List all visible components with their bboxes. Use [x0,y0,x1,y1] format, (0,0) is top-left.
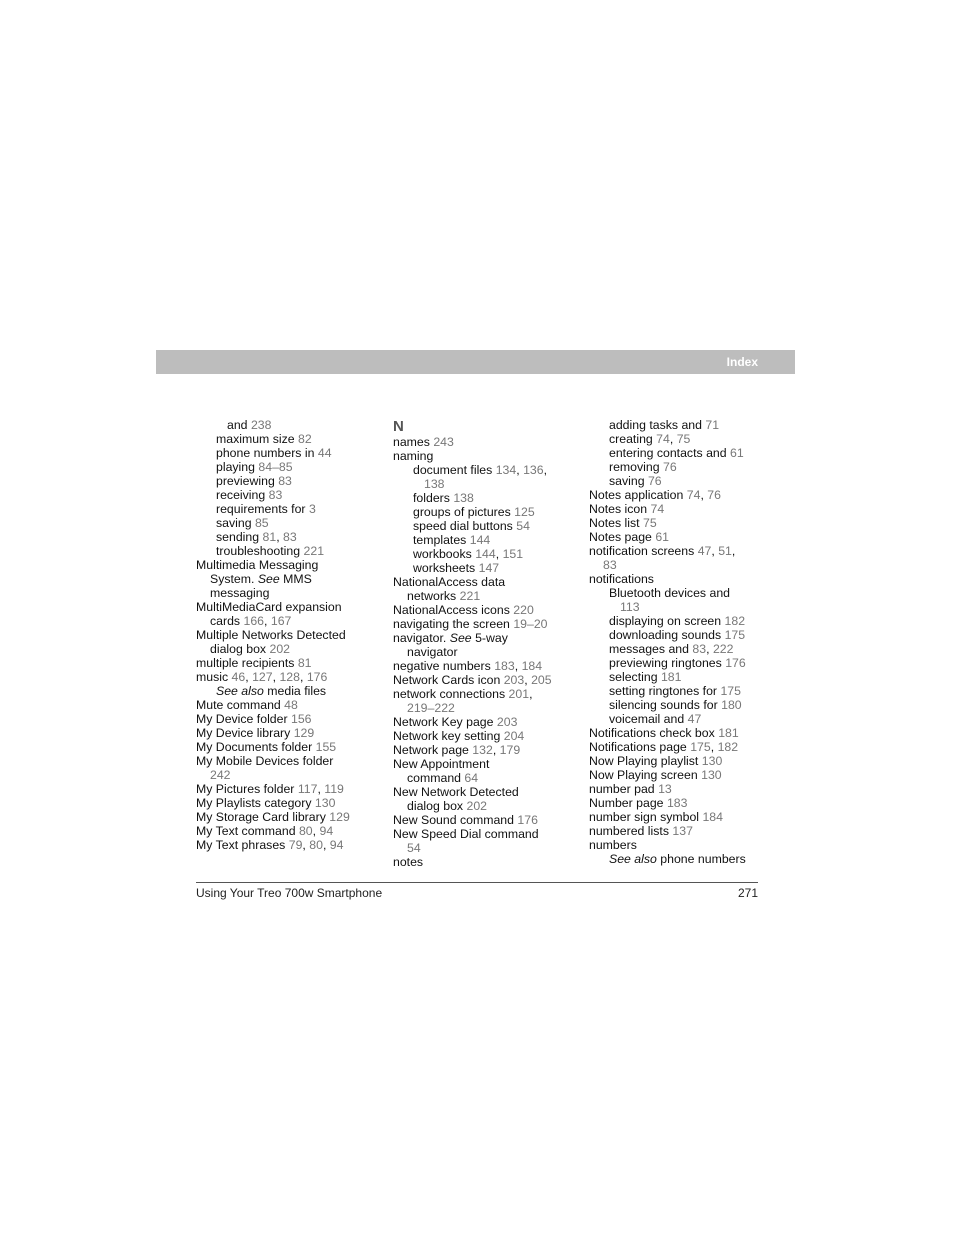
page-ref[interactable]: 181 [660,670,682,684]
page-ref[interactable]: 180 [721,698,742,712]
index-entry: number pad 13 [589,782,672,796]
index-entry: Network page 132, 179 [393,743,521,757]
index-entry: receiving 83 [216,488,283,502]
page-ref[interactable]: 205 [531,673,552,687]
index-entry-continuation [393,841,583,855]
page-ref[interactable]: 204 [503,729,525,743]
page-ref[interactable]: 129 [329,810,350,824]
page-ref[interactable]: 71 [705,418,720,432]
index-entry: My Device folder 156 [196,712,312,726]
index-entry: Network Key page 203 [393,715,518,729]
page-ref[interactable]: 74 [650,502,665,516]
page-ref[interactable]: 138 [424,477,445,491]
index-entry: My Documents folder 155 [196,740,337,754]
index-entry: My Text phrases 79, 80, 94 [196,838,344,852]
page-ref[interactable]: 76 [707,488,721,502]
index-entry-continuation [589,558,779,572]
index-entry-continuation: cards 166, 167 [210,614,292,628]
index-entry: troubleshooting 221 [216,544,325,558]
index-entry: music 46, 127, 128, 176 [196,670,328,684]
page-ref[interactable]: 83 [603,558,617,572]
index-entry: notifications [589,572,654,586]
page-ref[interactable]: 243 [433,435,454,449]
page-ref[interactable]: 44 [317,446,332,460]
index-entry: Now Playing screen 130 [589,768,722,782]
running-header-title: Index [726,355,758,369]
page-ref[interactable]: 132 [472,743,493,757]
index-entry: downloading sounds 175 [609,628,746,642]
index-entry: Notes page 61 [589,530,670,544]
index-column-3 [589,418,779,866]
page-ref[interactable]: 117 [297,782,318,796]
index-entry: and 238 [227,418,272,432]
index-entry: Multiple Networks Detected [196,628,346,642]
page-ref[interactable]: 201 [508,687,530,701]
index-entry: Notes icon 74 [589,502,665,516]
index-entry: My Text command 80, 94 [196,824,334,838]
page-ref[interactable]: 19–20 [513,617,548,631]
index-entry-continuation: navigator [407,645,458,659]
page-ref[interactable]: 74 [656,432,670,446]
index-entry: number sign symbol 184 [589,810,723,824]
page-ref[interactable]: 182 [717,740,739,754]
index-entry: My Storage Card library 129 [196,810,350,824]
page-ref[interactable]: 176 [306,670,328,684]
index-entry: See also media files [216,684,327,698]
index-entry: My Mobile Devices folder [196,754,334,768]
page-ref[interactable]: 84–85 [258,460,293,474]
index-entry: New Network Detected [393,785,519,799]
page-ref[interactable]: 46 [231,670,246,684]
index-entry: New Appointment [393,757,490,771]
index-entry-continuation: command 64 [407,771,479,785]
index-entry: navigator. See 5-way [393,631,508,645]
index-entry: Number page 183 [589,796,688,810]
page-ref[interactable]: 184 [521,659,543,673]
page-ref[interactable]: 54 [516,519,530,533]
page-ref[interactable]: 202 [466,799,488,813]
footer-book-title: Using Your Treo 700w Smartphone [196,886,383,900]
page-ref[interactable]: 94 [319,824,334,838]
page-ref[interactable]: 51 [718,544,732,558]
index-entry: My Pictures folder 117, 119 [196,782,344,796]
page-ref[interactable]: 3 [308,502,316,516]
page-ref[interactable]: 144 [469,533,491,547]
index-entry: My Playlists category 130 [196,796,336,810]
index-entry: maximum size 82 [216,432,312,446]
index-entry: NationalAccess icons 220 [393,603,534,617]
index-entry: MultiMediaCard expansion [196,600,342,614]
footer-rule [196,882,758,883]
index-entry: Now Playing playlist 130 [589,754,723,768]
index-column-2 [393,418,583,869]
index-entry: Notes application 74, 76 [589,488,721,502]
page-ref[interactable]: 221 [303,544,325,558]
page-ref[interactable]: 181 [718,726,739,740]
index-entry: Network Cards icon 203, 205 [393,673,552,687]
page-ref[interactable]: 130 [701,754,723,768]
index-entry: voicemail and 47 [609,712,702,726]
page-ref[interactable]: 64 [464,771,479,785]
page-ref[interactable]: 151 [502,547,524,561]
index-entry: Notes list 75 [589,516,657,530]
index-entry: templates 144 [413,533,491,547]
index-entry: saving 85 [216,516,269,530]
index-entry: network connections 201, [393,687,533,701]
index-entry: numbered lists 137 [589,824,693,838]
page-ref[interactable]: 166 [243,614,265,628]
index-entry: silencing sounds for 180 [609,698,742,712]
page-ref[interactable]: 182 [724,614,746,628]
page-ref[interactable]: 83 [268,488,283,502]
section-letter-heading: N [393,418,404,435]
page-ref[interactable]: 203 [496,715,518,729]
index-entry: folders 138 [413,491,474,505]
page-ref[interactable]: 75 [676,432,691,446]
page-ref[interactable]: 83 [283,530,297,544]
page-ref[interactable]: 113 [620,600,640,614]
page-ref[interactable]: 184 [702,810,723,824]
index-entry: notes [393,855,424,869]
page-ref[interactable]: 179 [499,743,521,757]
index-entry: workbooks 144, 151 [413,547,524,561]
page-ref[interactable]: 61 [655,530,670,544]
page-ref[interactable]: 75 [643,516,657,530]
index-entry: Bluetooth devices and [609,586,731,600]
page-ref[interactable]: 137 [672,824,693,838]
index-entry: Notifications check box 181 [589,726,739,740]
index-entry: notification screens 47, 51, [589,544,736,558]
page-ref[interactable]: 80 [309,838,323,852]
index-entry: previewing 83 [216,474,292,488]
page-ref[interactable]: 54 [407,841,421,855]
index-entry: creating 74, 75 [609,432,691,446]
page-ref[interactable]: 81 [262,530,277,544]
page-ref[interactable]: 76 [647,474,662,488]
page-ref[interactable]: 48 [284,698,298,712]
index-entry-continuation [393,701,583,715]
index-entry: numbers [589,838,637,852]
index-entry: playing 84–85 [216,460,293,474]
index-entry: displaying on screen 182 [609,614,746,628]
page-ref[interactable]: 202 [269,642,291,656]
page-ref[interactable]: 175 [720,684,741,698]
page-ref[interactable]: 222 [712,642,734,656]
index-entry: adding tasks and 71 [609,418,720,432]
index-entry: Network key setting 204 [393,729,525,743]
page-ref[interactable]: 155 [315,740,337,754]
page-ref[interactable]: 176 [725,656,746,670]
index-entry: messages and 83, 222 [609,642,734,656]
page-ref[interactable]: 74 [686,488,701,502]
index-entry: Notifications page 175, 182 [589,740,739,754]
page-ref[interactable]: 47 [687,712,702,726]
page-ref[interactable]: 183 [666,796,688,810]
page-ref[interactable]: 80 [298,824,313,838]
index-entry-continuation [196,768,386,782]
index-entry: requirements for 3 [216,502,316,516]
page-ref[interactable]: 221 [459,589,481,603]
index-entry: See also phone numbers [609,852,746,866]
running-header-bar [156,350,795,374]
page-ref[interactable]: 94 [329,838,344,852]
page-ref[interactable]: 156 [291,712,312,726]
index-entry-continuation [589,600,779,614]
index-entry: NationalAccess data [393,575,506,589]
page-ref[interactable]: 183 [494,659,515,673]
index-entry-continuation: dialog box 202 [210,642,291,656]
page-ref[interactable]: 136 [523,463,544,477]
index-entry: negative numbers 183, 184 [393,659,543,673]
index-entry: My Device library 129 [196,726,315,740]
index-entry: New Sound command 176 [393,813,538,827]
index-entry: navigating the screen 19–20 [393,617,548,631]
page-ref[interactable]: 119 [324,782,344,796]
index-entry: speed dial buttons 54 [413,519,530,533]
index-entry: selecting 181 [609,670,682,684]
index-entry: groups of pictures 125 [413,505,535,519]
index-entry: phone numbers in 44 [216,446,332,460]
page-ref[interactable]: 130 [314,796,336,810]
page-ref[interactable]: 128 [279,670,300,684]
page-ref[interactable]: 242 [210,768,231,782]
index-entry: sending 81, 83 [216,530,297,544]
page-ref[interactable]: 13 [658,782,672,796]
index-entry: entering contacts and 61 [609,446,744,460]
index-entry-continuation: messaging [210,586,270,600]
index-column-1 [196,418,386,852]
index-entry: previewing ringtones 176 [609,656,746,670]
page-ref[interactable]: 176 [517,813,538,827]
page-ref[interactable]: 129 [293,726,315,740]
index-entry: worksheets 147 [413,561,500,575]
page-ref[interactable]: 83 [692,642,707,656]
page-ref[interactable]: 219–222 [407,701,455,715]
index-entry-continuation: System. See MMS [210,572,312,586]
page-ref[interactable]: 85 [254,516,269,530]
page-ref[interactable]: 238 [250,418,272,432]
page-ref[interactable]: 175 [690,740,711,754]
page-ref[interactable]: 175 [724,628,746,642]
page-ref[interactable]: 220 [513,603,534,617]
footer-page-number: 271 [737,886,758,900]
page-ref[interactable]: 138 [453,491,474,505]
page-ref[interactable]: 47 [697,544,712,558]
index-entry: removing 76 [609,460,677,474]
page-ref[interactable]: 127 [252,670,273,684]
index-entry: saving 76 [609,474,662,488]
index-entry: Multimedia Messaging [196,558,319,572]
page-ref[interactable]: 167 [270,614,292,628]
page-ref[interactable]: 76 [663,460,677,474]
page-ref[interactable]: 81 [297,656,312,670]
page-ref[interactable]: 61 [730,446,744,460]
page-ref[interactable]: 79 [288,838,303,852]
index-entry: setting ringtones for 175 [609,684,741,698]
index-entry: document files 134, 136, [413,463,548,477]
page-ref[interactable]: 134 [495,463,517,477]
page-ref[interactable]: 144 [475,547,496,561]
page-ref[interactable]: 83 [278,474,292,488]
page-ref[interactable]: 125 [514,505,535,519]
index-entry: New Speed Dial command [393,827,539,841]
page-ref[interactable]: 82 [298,432,312,446]
page-ref[interactable]: 203 [503,673,525,687]
index-entry: multiple recipients 81 [196,656,312,670]
page-ref[interactable]: 147 [478,561,500,575]
index-entry-continuation: networks 221 [407,589,481,603]
index-entry: names 243 [393,435,454,449]
index-entry-continuation: dialog box 202 [407,799,488,813]
index-entry: Mute command 48 [196,698,298,712]
page-ref[interactable]: 130 [701,768,722,782]
index-entry: naming [393,449,434,463]
index-entry-continuation [393,477,583,491]
